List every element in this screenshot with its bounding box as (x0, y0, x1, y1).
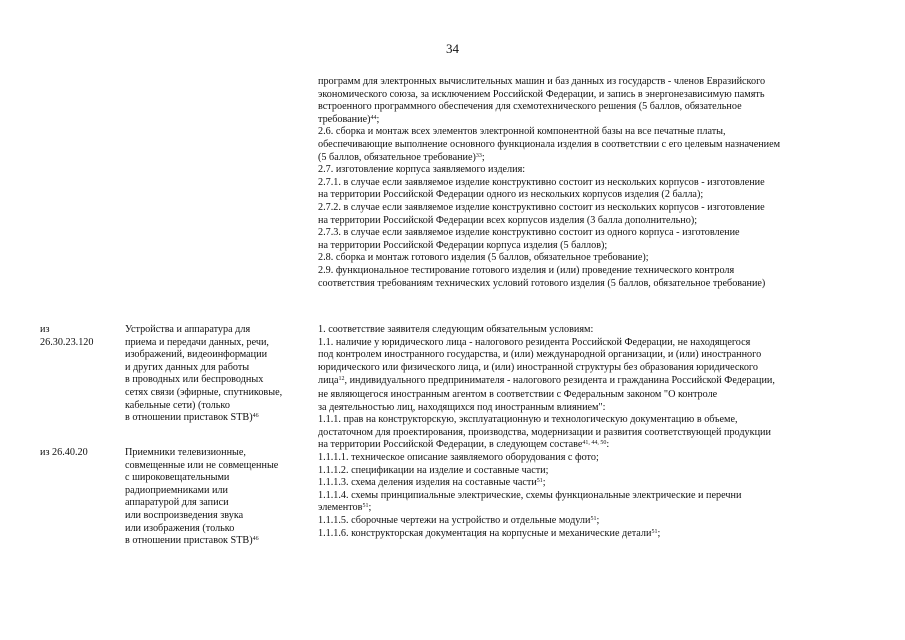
text-line (318, 177, 878, 190)
text-line (318, 89, 878, 102)
text-line (318, 278, 878, 291)
desc-line: Приемники телевизионные, (125, 447, 246, 458)
line-text: 2.6. сборка и монтаж всех элементов электронной компонентной базы на все печатные платы, (318, 126, 726, 138)
row-2-code (40, 447, 88, 460)
line-text: 2.7.2. в случае если заявляемое изделие конструктивно состоит из нескольких корпусов - изготовление (318, 201, 765, 213)
desc-line: и других данных для работы (125, 361, 250, 373)
line-text: 2.9. функциональное тестирование готового изделия и (или) проведение технического контроля (318, 264, 735, 276)
text-line (318, 215, 878, 228)
text-line: 1.1.1.1. техническое описание заявляемого оборудования с фото; (318, 451, 599, 463)
text-line: 1. соответствие заявителя следующим обязательным условиям: (318, 324, 594, 335)
text-line: на территории Российской Федерации, в следующем составе$^{41, 44, 50}$: (318, 439, 610, 451)
text-line: под контролем иностранного государства, и (или) международной организации, и (или) иностранного (318, 349, 762, 361)
footnote-ref: 46 (252, 413, 259, 420)
desc-line: сетях связи (эфирные, спутниковые, (125, 386, 283, 398)
code-line: из (40, 324, 50, 335)
text-line: 1.1.1.6. конструкторская документация на корпусные и механические детали$^{51}$; (318, 527, 661, 539)
footnote-ref: 46 (252, 536, 259, 543)
desc-line: или воспроизведения звука (125, 509, 244, 521)
continuation-text (318, 76, 878, 290)
desc-line: в проводных или беспроводных (125, 374, 264, 386)
text-line (318, 152, 878, 165)
line-text: соответствия требованиям технических условий готового изделия (5 баллов, обязательное требование) (318, 277, 766, 289)
desc-line: с широковещательными (125, 472, 230, 484)
text-line (318, 252, 878, 265)
line-text: на территории Российской Федерации всех корпусов изделия (3 балла дополнительно); (318, 214, 698, 226)
text-line (318, 139, 878, 152)
text-line: элементов$^{51}$; (318, 502, 372, 514)
footnote-ref: 51 (536, 478, 543, 485)
page-number: 34 (446, 41, 459, 56)
footnote-ref: 41, 44, 50 (582, 440, 607, 447)
text-line: достаточном для проектирования, производства, модернизации и развития соответствующей продукции (318, 426, 771, 438)
desc-line: радиоприемниками или (125, 484, 228, 496)
text-line: за деятельностью лиц, находящихся под иностранным влиянием": (318, 401, 606, 413)
text-line: не являющегося иностранным агентом в соответствии с Федеральным законом "О контроле (318, 388, 718, 400)
line-text: обеспечивающие выполнение основного функционала изделия в соответствии с его целевым назначением (318, 138, 781, 150)
text-line: юридического или физического лица, и (или) иностранной структуры без образования юридического (318, 361, 758, 373)
line-text: (5 баллов, обязательное требование) (318, 151, 476, 163)
code-line: из 26.40.20 (40, 447, 88, 458)
line-text: требование) (318, 113, 371, 125)
line-text: на территории Российской Федерации корпуса изделия (5 баллов); (318, 239, 608, 251)
text-line (318, 227, 878, 240)
desc-line: совмещенные или не совмещенные (125, 459, 279, 471)
text-line (318, 202, 878, 215)
text-line (318, 76, 878, 89)
footnote-ref: 51 (362, 503, 369, 510)
line-text: на территории Российской Федерации одного из нескольких корпусов изделия (2 балла); (318, 189, 704, 201)
line-text-after: ; (376, 113, 380, 125)
desc-line: Устройства и аппаратура для (125, 324, 251, 335)
text-line (318, 164, 878, 177)
text-line: лица$^{12}$, индивидуального предпринимателя - налогового резидента и гражданина Российской Федерации, (318, 375, 775, 387)
text-line: 1.1. наличие у юридического лица - налогового резидента Российской Федерации, не находящегося (318, 336, 751, 348)
footnote-ref: 44 (370, 114, 377, 121)
requirements-text (318, 324, 878, 540)
desc-line: в отношении приставок STB)$^{46}$ (125, 535, 259, 547)
line-text: 2.7. изготовление корпуса заявляемого изделия: (318, 164, 526, 176)
text-line (318, 189, 878, 202)
text-line: 1.1.1.5. сборочные чертежи на устройство и отдельные модули$^{51}$; (318, 514, 600, 526)
line-text: программ для электронных вычислительных машин и баз данных из государств - членов Евразийского (318, 76, 766, 87)
code-line: 26.30.23.120 (40, 336, 94, 348)
desc-line: в отношении приставок STB)$^{46}$ (125, 412, 259, 424)
footnote-ref: 51 (590, 515, 597, 522)
line-text: 2.8. сборка и монтаж готового изделия (5 баллов, обязательное требование); (318, 252, 649, 264)
text-line (318, 126, 878, 139)
text-line: 1.1.1. прав на конструкторскую, эксплуатационную и технологическую документацию в объеме, (318, 414, 738, 426)
row-1-code (40, 324, 93, 349)
text-line: 1.1.1.4. схемы принципиальные электрические, схемы функциональные электрические и перечни (318, 489, 742, 501)
desc-line: аппаратурой для записи (125, 497, 229, 509)
text-line (318, 101, 878, 114)
line-text: 2.7.1. в случае если заявляемое изделие конструктивно состоит из нескольких корпусов - изготовление (318, 176, 765, 188)
text-line (318, 114, 878, 127)
line-text: встроенного программного обеспечения для схемотехнического решения (5 баллов, обязательное (318, 101, 742, 113)
text-line: 1.1.1.3. схема деления изделия на составные части$^{51}$; (318, 477, 546, 489)
text-line (318, 265, 878, 278)
text-line (318, 240, 878, 253)
line-text: 2.7.3. в случае если заявляемое изделие конструктивно состоит из одного корпуса - изготовление (318, 227, 740, 239)
footnote-ref: 51 (651, 528, 658, 535)
desc-line: кабельные сети) (только (125, 399, 230, 411)
line-text: экономического союза, за исключением Российской Федерации, и запись в энергонезависимую память (318, 88, 765, 100)
desc-line: приема и передачи данных, речи, (125, 336, 269, 348)
text-line: 1.1.1.2. спецификации на изделие и составные части; (318, 464, 549, 476)
desc-line: изображений, видеоинформации (125, 349, 268, 361)
footnote-ref: 33 (475, 152, 482, 159)
footnote-ref: 12 (338, 376, 345, 383)
row-2-description (125, 447, 310, 548)
desc-line: или изображения (только (125, 522, 235, 534)
line-text-after: ; (481, 151, 485, 163)
row-1-description (125, 324, 310, 425)
